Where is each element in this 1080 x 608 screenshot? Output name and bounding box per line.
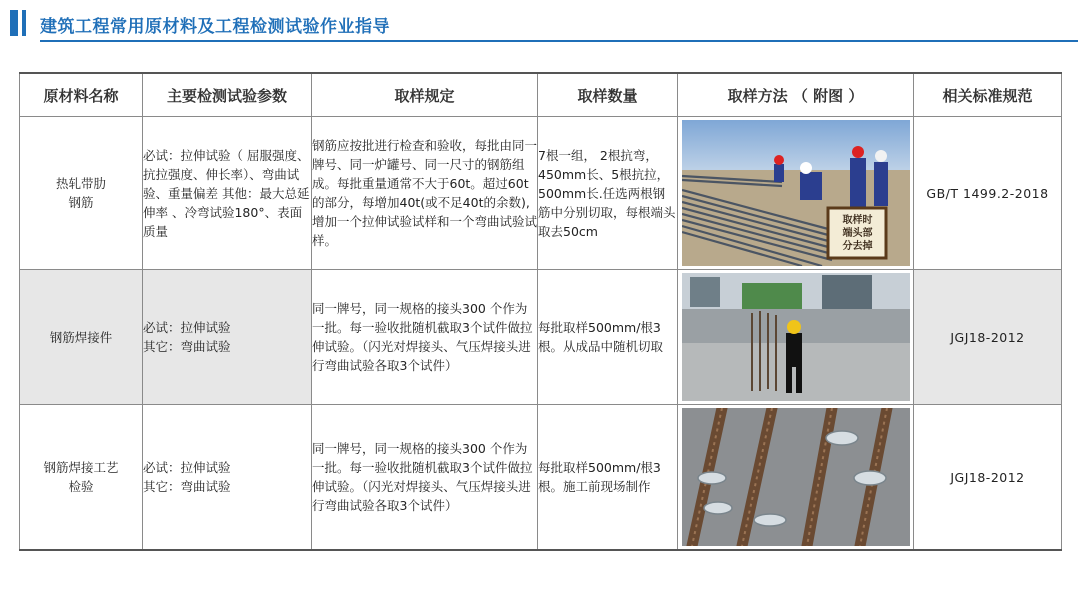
header-accent-bar [10,10,18,36]
page-title: 建筑工程常用原材料及工程检测试验作业指导 [40,17,390,37]
cell-rule: 钢筋应按批进行检查和验收，每批由同一牌号、同一炉罐号、同一尺寸的钢筋组成。每批重量通常不大于60t。超过60t的部分，每增加40t(或不足40t的余数),增加一个拉伸试验试样和一个弯曲试验试样。 [312,117,538,270]
cell-standard: JGJ18-2012 [914,405,1062,551]
cell-material-name: 钢筋焊接件 [20,270,143,405]
cell-rule: 同一牌号，同一规格的接头300 个作为一批。每一验收批随机截取3个试件做拉伸试验。（闪光对焊接头、气压焊接头进行弯曲试验各取3个试件） [312,270,538,405]
photo-welding-site [682,273,910,401]
cell-rule: 同一牌号，同一规格的接头300 个作为一批。每一验收批随机截取3个试件做拉伸试验。（闪光对焊接头、气压焊接头进行弯曲试验各取3个试件） [312,405,538,551]
cell-standard: JGJ18-2012 [914,270,1062,405]
photo-weld-specimens [682,408,910,546]
cell-params: 必试：拉伸试验 其它：弯曲试验 [143,270,312,405]
photo-rebar-sampling [682,120,910,266]
cell-qty: 每批取样500mm/根3根。从成品中随机切取 [538,270,678,405]
cell-standard: GB/T 1499.2-2018 [914,117,1062,270]
cell-params: 必试：拉伸试验（ 屈服强度、 抗拉强度、伸长率）、弯曲试验、重量偏差 其他：最大总延伸率 、冷弯试验180°、表面质量 [143,117,312,270]
column-header-rule: 取样规定 [312,73,538,117]
column-header-params: 主要检测试验参数 [143,73,312,117]
cell-photo [678,405,914,551]
column-header-material: 原材料名称 [20,73,143,117]
cell-photo [678,117,914,270]
column-header-method: 取样方法 （ 附图 ） [678,73,914,117]
table-row [20,270,1062,405]
table-header-row [20,73,1062,117]
column-header-qty: 取样数量 [538,73,678,117]
table-row [20,405,1062,551]
cell-material-name: 钢筋焊接工艺 检验 [20,405,143,551]
weld-specimens-illustration [682,408,910,546]
cell-params: 必试：拉伸试验 其它：弯曲试验 [143,405,312,551]
cell-material-name: 热轧带肋 钢筋 [20,117,143,270]
page-header [0,0,1080,44]
header-accent-bar-thin [22,10,26,36]
table-row [20,117,1062,270]
cell-qty: 每批取样500mm/根3根。施工前现场制作 [538,405,678,551]
materials-table [19,72,1062,551]
welding-site-illustration [682,273,910,401]
cell-photo [678,270,914,405]
header-rule [40,40,1078,42]
cell-qty: 7根一组， 2根抗弯，450mm长、5根抗拉，500mm长.任选两根钢筋中分别切取，每根端头取去50cm [538,117,678,270]
column-header-standard: 相关标准规范 [914,73,1062,117]
photo-caption: 取样时 端头部 分去掉 [842,215,873,252]
